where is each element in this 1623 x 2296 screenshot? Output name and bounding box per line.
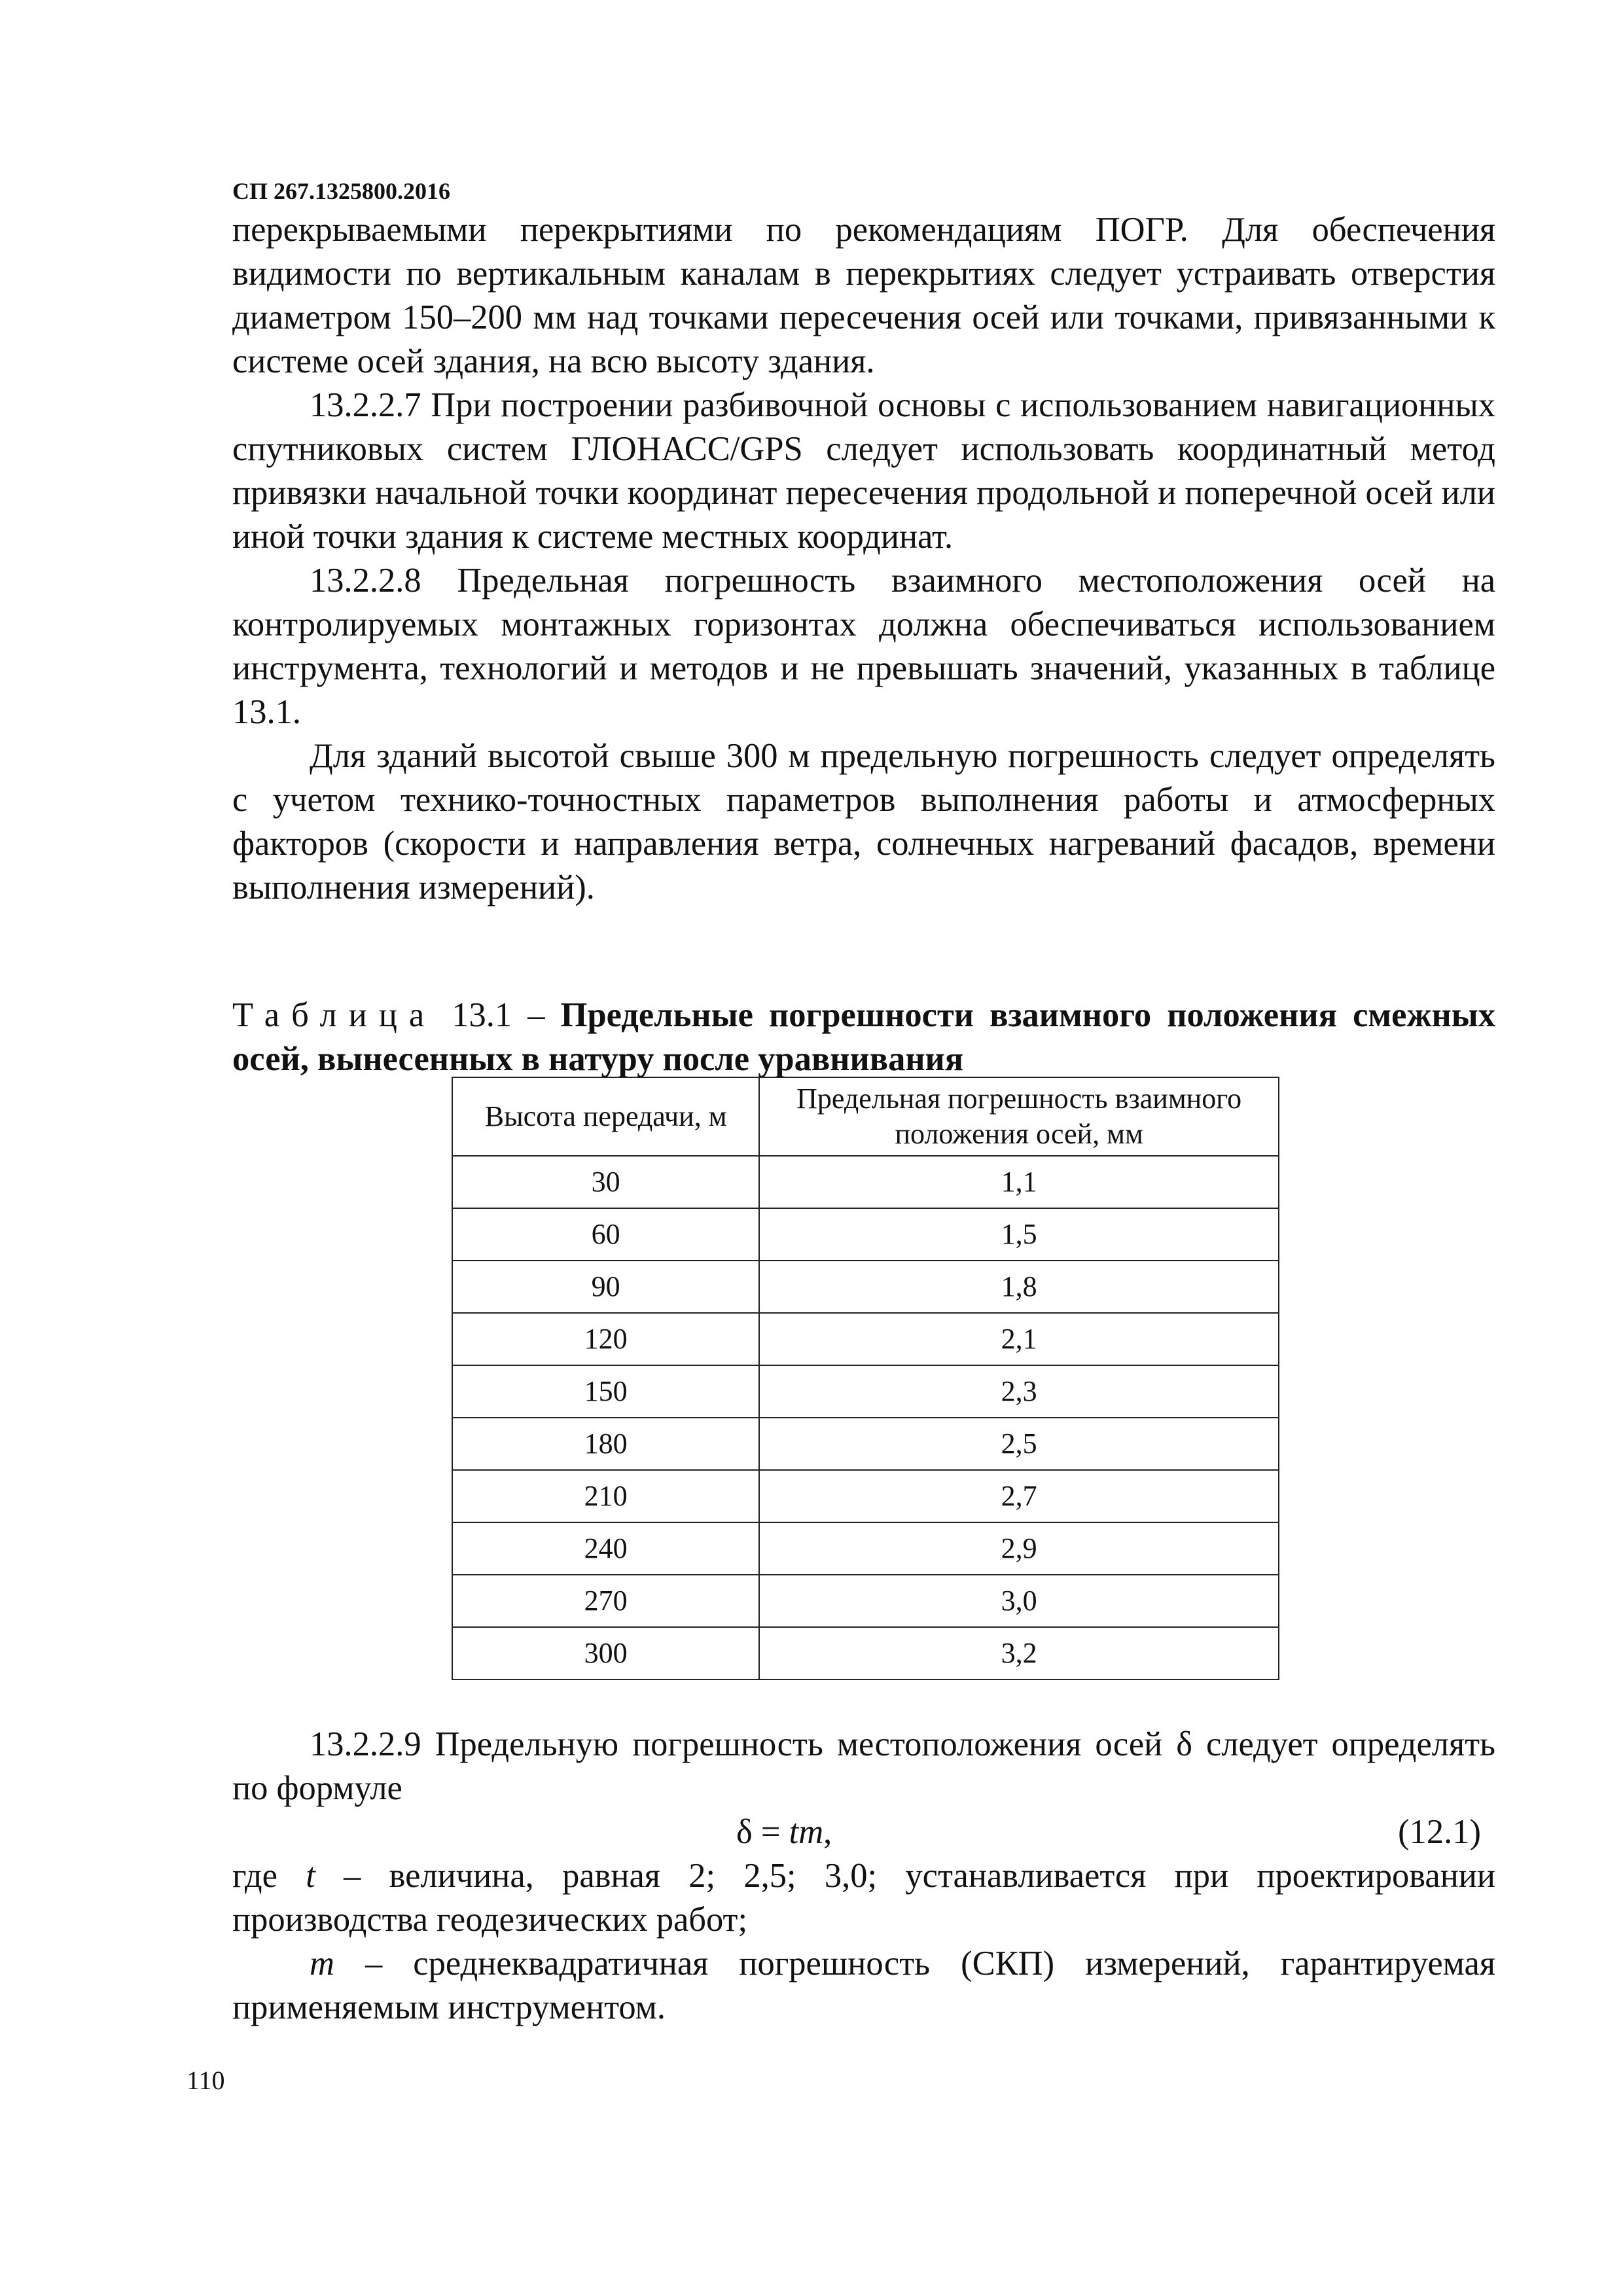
- formula-lhs: δ =: [736, 1813, 789, 1851]
- cell-height: 30: [452, 1156, 759, 1208]
- table-row: [452, 1575, 1279, 1627]
- cell-error: 1,5: [759, 1208, 1279, 1261]
- error-limits-table: [452, 1077, 1279, 1680]
- where-m-symbol: m: [310, 1945, 334, 1982]
- column-header-height: Высота передачи, м: [452, 1077, 759, 1156]
- cell-error: 2,1: [759, 1313, 1279, 1365]
- body-text-block-2: [232, 1723, 1495, 2030]
- cell-height: 60: [452, 1208, 759, 1261]
- paragraph-where-m: [232, 1942, 1495, 2030]
- cell-height: 90: [452, 1261, 759, 1313]
- paragraph-13-2-2-9: 13.2.2.9 Предельную погрешность местоположения осей δ следует определять по формуле: [232, 1725, 1495, 1807]
- table-row: [452, 1418, 1279, 1470]
- formula-line: [232, 1810, 1495, 1854]
- cell-height: 180: [452, 1418, 759, 1470]
- table-row: [452, 1313, 1279, 1365]
- table-caption-word: Таблица: [232, 996, 437, 1034]
- paragraph-13-2-2-8: 13.2.2.8 Предельная погрешность взаимного местоположения осей на контролируемых монтажных горизонтах должна обеспечиваться использованием инструмента, технологий и методов и не превышать значений, указанных в таблице 13.1.: [232, 562, 1495, 731]
- table-row: [452, 1627, 1279, 1679]
- paragraph-where-t: [232, 1854, 1495, 1942]
- column-header-error: Предельная погрешность взаимного положения осей, мм: [759, 1077, 1279, 1156]
- table-row: [452, 1261, 1279, 1313]
- table-row: [452, 1156, 1279, 1208]
- cell-error: 1,8: [759, 1261, 1279, 1313]
- table-row: [452, 1365, 1279, 1418]
- cell-error: 2,7: [759, 1470, 1279, 1522]
- cell-height: 210: [452, 1470, 759, 1522]
- where-prefix: где: [232, 1857, 306, 1895]
- where-m-text: – среднеквадратичная погрешность (СКП) измерений, гарантируемая применяемым инструментом.: [232, 1945, 1495, 2026]
- formula-number: (12.1): [1398, 1813, 1481, 1851]
- paragraph-continuation: перекрываемыми перекрытиями по рекомендациям ПОГР. Для обеспечения видимости по вертикальным каналам в перекрытиях следует устраивать отверстия диаметром 150–200 мм над точками пересечения осей или точками, привязанными к системе осей здания, на всю высоту здания.: [232, 211, 1495, 380]
- table-row: [452, 1522, 1279, 1575]
- formula-rhs: tm: [789, 1813, 824, 1851]
- cell-error: 2,3: [759, 1365, 1279, 1418]
- cell-height: 150: [452, 1365, 759, 1418]
- document-code-header: СП 267.1325800.2016: [232, 178, 450, 204]
- paragraph-high-buildings: Для зданий высотой свыше 300 м предельную погрешность следует определять с учетом технико-точностных параметров выполнения работы и атмосферных факторов (скорости и направления ветра, солнечных нагреваний фасадов, времени выполнения измерений).: [232, 737, 1495, 906]
- table-header-row: [452, 1077, 1279, 1156]
- cell-height: 240: [452, 1522, 759, 1575]
- table-caption-number: 13.1 –: [452, 996, 545, 1034]
- paragraph-13-2-2-7: 13.2.2.7 При построении разбивочной основы с использованием навигационных спутниковых систем ГЛОНАСС/GPS следует использовать координатный метод привязки начальной точки координат пересечения продольной и поперечной осей или иной точки здания к системе местных координат.: [232, 386, 1495, 556]
- where-t-text: – величина, равная 2; 2,5; 3,0; устанавливается при проектировании производства геодезических работ;: [232, 1857, 1495, 1939]
- cell-height: 270: [452, 1575, 759, 1627]
- body-text-block-1: [232, 208, 1495, 910]
- cell-error: 3,2: [759, 1627, 1279, 1679]
- table-caption: [232, 994, 1495, 1081]
- cell-error: 1,1: [759, 1156, 1279, 1208]
- page-number: 110: [187, 2066, 225, 2095]
- cell-error: 3,0: [759, 1575, 1279, 1627]
- cell-height: 300: [452, 1627, 759, 1679]
- cell-error: 2,5: [759, 1418, 1279, 1470]
- table-row: [452, 1208, 1279, 1261]
- table-caption-title: Предельные погрешности взаимного положения смежных осей, вынесенных в натуру после уравнивания: [232, 996, 1496, 1078]
- cell-height: 120: [452, 1313, 759, 1365]
- table-row: [452, 1470, 1279, 1522]
- where-t-symbol: t: [306, 1857, 315, 1895]
- formula-comma: ,: [823, 1813, 832, 1851]
- formula: [736, 1810, 832, 1854]
- cell-error: 2,9: [759, 1522, 1279, 1575]
